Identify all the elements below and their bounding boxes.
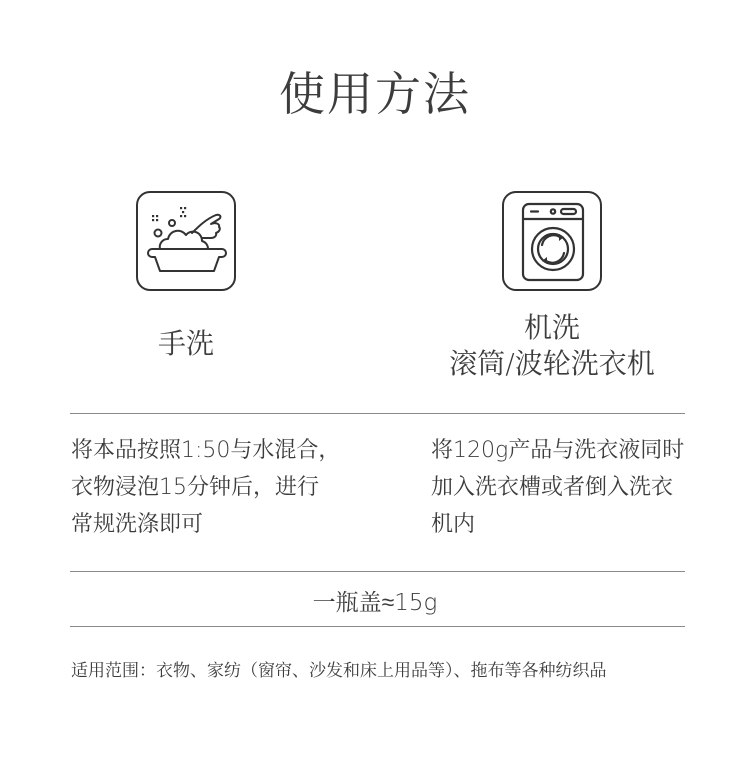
- hand-instruction-line: 将本品按照1:50与水混合，: [71, 438, 341, 463]
- machine-type-label: 滚筒/波轮洗衣机: [449, 347, 655, 380]
- divider-middle: [70, 571, 685, 572]
- hand-wash-label: 手洗: [157, 327, 214, 360]
- hand-instruction-line: 衣物浸泡15分钟后，进行: [71, 475, 319, 500]
- machine-instruction-line: 机内: [431, 512, 476, 537]
- machine-instruction-line: 加入洗衣槽或者倒入洗衣: [431, 475, 674, 500]
- hand-instruction-line: 常规洗涤即可: [71, 512, 204, 537]
- dosage-measure: 一瓶盖≈15g: [312, 590, 438, 616]
- divider-top: [70, 413, 685, 414]
- washing-machine-icon: [502, 191, 602, 291]
- hand-wash-basin-icon: [136, 191, 236, 291]
- machine-wash-label: 机洗: [523, 311, 580, 344]
- machine-wash-instructions: [431, 432, 701, 543]
- divider-bottom: [70, 626, 685, 627]
- hand-wash-instructions: [71, 432, 371, 543]
- applicable-scope: 适用范围：衣物、家纺（窗帘、沙发和床上用品等）、拖布等各种纺织品: [71, 661, 607, 681]
- machine-instruction-line: 将120g产品与洗衣液同时: [431, 438, 685, 463]
- page-title: 使用方法: [279, 67, 471, 121]
